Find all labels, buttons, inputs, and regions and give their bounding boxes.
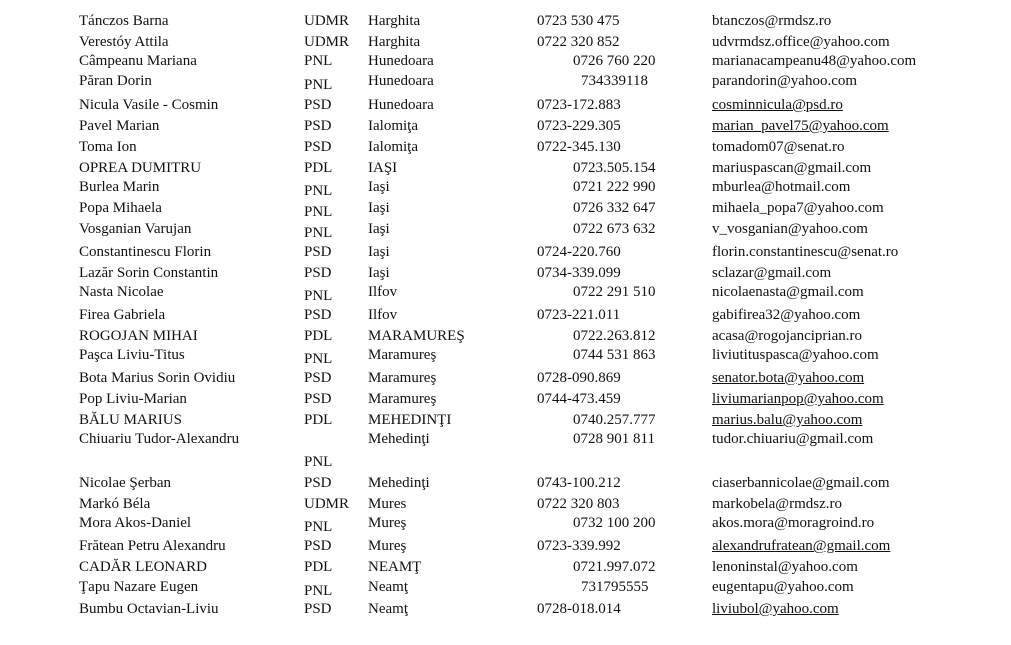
party-label: PDL [304, 160, 333, 176]
phone-number: 0723-229.305 [537, 118, 621, 134]
contact-name: Ţapu Nazare Eugen [79, 579, 199, 595]
party-label: PSD [304, 370, 332, 386]
county-label: Iaşi [368, 265, 390, 281]
county-label: Iaşi [368, 244, 390, 260]
contact-name: Paşca Liviu-Titus [79, 347, 185, 363]
table-row [0, 117, 1011, 137]
contact-name: Constantinescu Florin [79, 244, 212, 260]
table-row [0, 453, 1011, 473]
email-address: liviutituspasca@yahoo.com [712, 347, 879, 363]
email-address: marianacampeanu48@yahoo.com [712, 53, 917, 69]
phone-number: 0723-221.011 [537, 307, 621, 323]
table-row [0, 369, 1011, 389]
phone-number: 0744 531 863 [573, 347, 656, 363]
party-label: PSD [304, 118, 332, 134]
party-label: PSD [304, 538, 332, 554]
table-row [0, 199, 1011, 219]
table-row [0, 283, 1011, 303]
table-row [0, 600, 1011, 620]
phone-number: 0728-090.869 [537, 370, 621, 386]
table-row [0, 346, 1011, 366]
phone-number: 0724-220.760 [537, 244, 621, 260]
contact-name: Nicolae Şerban [79, 475, 172, 491]
party-label: PSD [304, 244, 332, 260]
contact-name: Bota Marius Sorin Ovidiu [79, 370, 236, 386]
table-row [0, 306, 1011, 326]
county-label: Mureş [368, 538, 407, 554]
party-label: PDL [304, 559, 333, 575]
phone-number: 0721.997.072 [573, 559, 656, 575]
table-row [0, 558, 1011, 578]
contact-name: Chiuariu Tudor-Alexandru [79, 431, 240, 447]
party-label: PSD [304, 307, 332, 323]
party-label: PSD [304, 391, 332, 407]
county-label: Hunedoara [368, 73, 434, 89]
county-label: Harghita [368, 34, 421, 50]
contact-name: Markó Béla [79, 496, 151, 512]
party-label: PSD [304, 139, 332, 155]
party-label: PNL [304, 77, 333, 93]
phone-number: 0722 291 510 [573, 284, 656, 300]
contact-name: Toma Ion [79, 139, 137, 155]
email-address: udvrmdsz.office@yahoo.com [712, 34, 890, 50]
contact-name: BĂLU MARIUS [79, 412, 182, 428]
party-label: PDL [304, 328, 333, 344]
email-address[interactable]: alexandrufratean@gmail.com [712, 538, 891, 554]
table-row [0, 474, 1011, 494]
phone-number: 731795555 [581, 579, 649, 595]
table-row [0, 578, 1011, 598]
table-row [0, 514, 1011, 534]
party-label: PSD [304, 601, 332, 617]
email-address[interactable]: marian_pavel75@yahoo.com [712, 118, 889, 134]
county-label: Ialomiţa [368, 118, 418, 134]
county-label: Maramureş [368, 347, 437, 363]
contact-name: Burlea Marin [79, 179, 160, 195]
party-label: UDMR [304, 496, 350, 512]
phone-number: 0723 530 475 [537, 13, 620, 29]
table-row [0, 537, 1011, 557]
county-label: Mehedinţi [368, 431, 430, 447]
county-label: Iaşi [368, 200, 390, 216]
table-row [0, 138, 1011, 158]
county-label: Mureş [368, 515, 407, 531]
email-address: sclazar@gmail.com [712, 265, 832, 281]
email-address: acasa@rogojanciprian.ro [712, 328, 862, 344]
contact-name: Câmpeanu Mariana [79, 53, 197, 69]
phone-number: 0728-018.014 [537, 601, 621, 617]
phone-number: 0723-339.992 [537, 538, 621, 554]
table-row [0, 33, 1011, 53]
party-label: PSD [304, 97, 332, 113]
county-label: Ilfov [368, 284, 398, 300]
phone-number: 0726 760 220 [573, 53, 656, 69]
phone-number: 734339118 [581, 73, 648, 89]
email-address: ciaserbannicolae@gmail.com [712, 475, 890, 491]
party-label: PDL [304, 412, 333, 428]
phone-number: 0722 673 632 [573, 221, 656, 237]
table-row [0, 178, 1011, 198]
email-address: lenoninstal@yahoo.com [712, 559, 858, 575]
table-row [0, 96, 1011, 116]
table-row [0, 264, 1011, 284]
email-address: akos.mora@moragroind.ro [712, 515, 875, 531]
phone-number: 0722-345.130 [537, 139, 621, 155]
phone-number: 0722.263.812 [573, 328, 656, 344]
party-label: PNL [304, 583, 333, 599]
county-label: IAŞI [368, 160, 398, 176]
table-row [0, 220, 1011, 240]
county-label: Ialomiţa [368, 139, 418, 155]
contact-name: CADĂR LEONARD [79, 559, 207, 575]
email-address[interactable]: senator.bota@yahoo.com [712, 370, 865, 386]
county-label: Neamţ [368, 601, 408, 617]
party-label: UDMR [304, 13, 350, 29]
county-label: NEAMŢ [368, 559, 422, 575]
county-label: MARAMUREŞ [368, 328, 465, 344]
phone-number: 0723-172.883 [537, 97, 621, 113]
contact-name: Popa Mihaela [79, 200, 162, 216]
contact-name: Frătean Petru Alexandru [79, 538, 226, 554]
party-label: PNL [304, 225, 333, 241]
party-label: PSD [304, 475, 332, 491]
phone-number: 0723.505.154 [573, 160, 656, 176]
email-address[interactable]: liviumarianpop@yahoo.com [712, 391, 884, 407]
email-address: mihaela_popa7@yahoo.com [712, 200, 884, 216]
table-row [0, 52, 1011, 72]
email-address[interactable]: marius.balu@yahoo.com [712, 412, 863, 428]
contact-name: Nicula Vasile - Cosmin [79, 97, 219, 113]
email-address: mburlea@hotmail.com [712, 179, 851, 195]
party-label: PNL [304, 519, 333, 535]
contact-name: ROGOJAN MIHAI [79, 328, 198, 344]
county-label: Maramureş [368, 391, 437, 407]
email-address[interactable]: cosminnicula@psd.ro [712, 97, 843, 113]
contact-name: Păran Dorin [79, 73, 152, 89]
table-row [0, 72, 1011, 92]
party-label: PNL [304, 288, 333, 304]
party-label: PNL [304, 454, 333, 470]
party-label: PNL [304, 351, 333, 367]
table-row [0, 327, 1011, 347]
contact-name: Mora Akos-Daniel [79, 515, 192, 531]
table-row [0, 430, 1011, 450]
county-label: Mehedinţi [368, 475, 430, 491]
email-address[interactable]: liviubol@yahoo.com [712, 601, 839, 617]
table-row [0, 390, 1011, 410]
contact-name: Bumbu Octavian-Liviu [79, 601, 219, 617]
email-address: nicolaenasta@gmail.com [712, 284, 864, 300]
phone-number: 0740.257.777 [573, 412, 656, 428]
party-label: UDMR [304, 34, 350, 50]
county-label: Iaşi [368, 179, 390, 195]
email-address: markobela@rmdsz.ro [712, 496, 843, 512]
phone-number: 0726 332 647 [573, 200, 656, 216]
county-label: Neamţ [368, 579, 408, 595]
phone-number: 0743-100.212 [537, 475, 621, 491]
party-label: PNL [304, 204, 333, 220]
table-row [0, 495, 1011, 515]
county-label: Ilfov [368, 307, 398, 323]
party-label: PNL [304, 53, 333, 69]
county-label: Maramureş [368, 370, 437, 386]
email-address: v_vosganian@yahoo.com [712, 221, 868, 237]
county-label: Iaşi [368, 221, 390, 237]
county-label: Harghita [368, 13, 421, 29]
phone-number: 0722 320 803 [537, 496, 620, 512]
phone-number: 0732 100 200 [573, 515, 656, 531]
phone-number: 0721 222 990 [573, 179, 656, 195]
table-row [0, 12, 1011, 32]
contact-name: Vosganian Varujan [79, 221, 192, 237]
contact-name: Lazăr Sorin Constantin [79, 265, 219, 281]
contact-name: Pavel Marian [79, 118, 160, 134]
email-address: btanczos@rmdsz.ro [712, 13, 832, 29]
contact-name: OPREA DUMITRU [79, 160, 202, 176]
email-address: tudor.chiuariu@gmail.com [712, 431, 874, 447]
contact-name: Pop Liviu-Marian [79, 391, 187, 407]
party-label: PSD [304, 265, 332, 281]
table-row [0, 411, 1011, 431]
phone-number: 0734-339.099 [537, 265, 621, 281]
contact-name: Firea Gabriela [79, 307, 166, 323]
phone-number: 0722 320 852 [537, 34, 620, 50]
phone-number: 0728 901 811 [573, 431, 655, 447]
county-label: Mures [368, 496, 407, 512]
contact-name: Tánczos Barna [79, 13, 169, 29]
contact-name: Verestóy Attila [79, 34, 169, 50]
party-label: PNL [304, 183, 333, 199]
contact-name: Nasta Nicolae [79, 284, 164, 300]
email-address: florin.constantinescu@senat.ro [712, 244, 899, 260]
email-address: mariuspascan@gmail.com [712, 160, 872, 176]
email-address: parandorin@yahoo.com [712, 73, 858, 89]
email-address: tomadom07@senat.ro [712, 139, 845, 155]
table-row [0, 243, 1011, 263]
phone-number: 0744-473.459 [537, 391, 621, 407]
county-label: Hunedoara [368, 97, 434, 113]
county-label: MEHEDINŢI [368, 412, 452, 428]
email-address: gabifirea32@yahoo.com [712, 307, 861, 323]
county-label: Hunedoara [368, 53, 434, 69]
table-row [0, 159, 1011, 179]
email-address: eugentapu@yahoo.com [712, 579, 854, 595]
